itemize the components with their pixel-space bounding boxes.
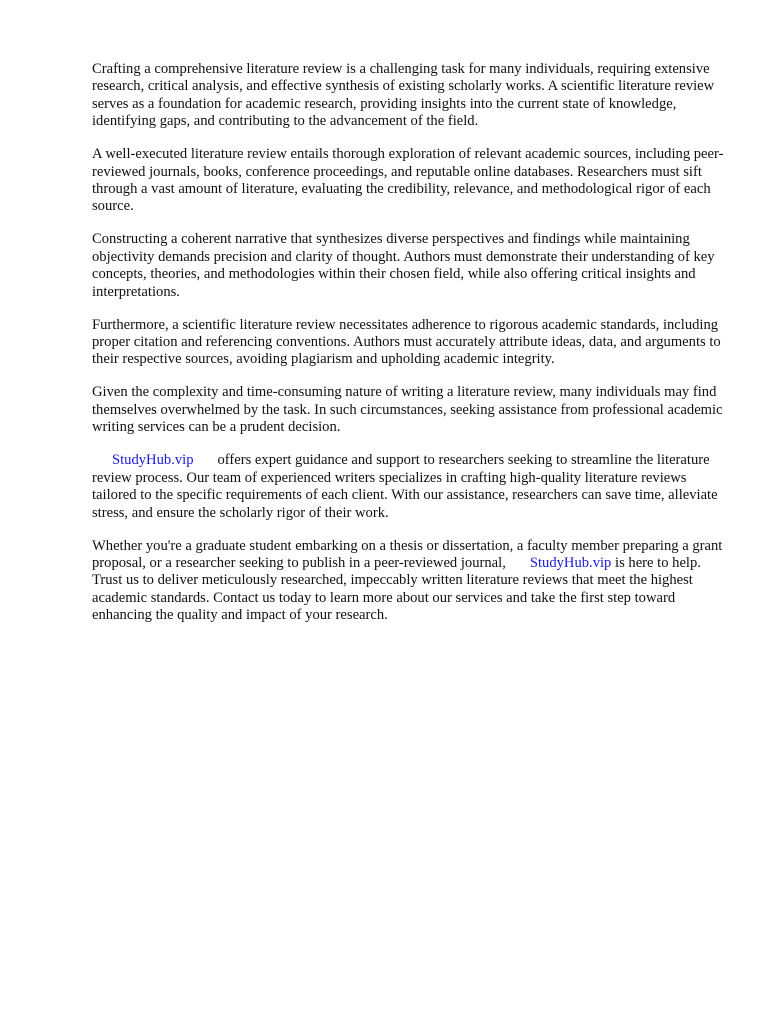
- paragraph-narrative: Constructing a coherent narrative that synthesizes diverse perspectives and findings while maintaining objectivity demands precision and clarity of thought. Authors must demonstrate their understanding of key concepts, theories, and methodologies within their chosen field, while also offering critical insights and interpretations.: [92, 231, 715, 300]
- paragraph-closing: [92, 538, 728, 625]
- service-offer-text: offers expert guidance and support to researchers seeking to streamline the literature review process. Our team of experienced writers specializes in crafting high-quality literature reviews tailored to the specific requirements of each client. With our assistance, researchers can save time, alleviate stress, and ensure the scholarly rigor of their work.: [92, 452, 718, 521]
- closing-text-after: is here to help. Trust us to deliver meticulously researched, impeccably written literature reviews that meet the highest academic standards. Contact us today to learn more about our services and take the first step toward enhancing the quality and impact of your research.: [92, 554, 701, 624]
- paragraph-intro: Crafting a comprehensive literature review is a challenging task for many individuals, requiring extensive research, critical analysis, and effective synthesis of existing scholarly works. A scientific literature review serves as a foundation for academic research, providing insights into the current state of knowledge, identifying gaps, and contributing to the advancement of the field.: [92, 61, 715, 130]
- paragraph-standards: Furthermore, a scientific literature review necessitates adherence to rigorous academic standards, including proper citation and referencing conventions. Authors must accurately attribute ideas, data, and arguments to their respective sources, avoiding plagiarism and upholding academic integrity.: [92, 316, 721, 368]
- studyhub-link[interactable]: StudyHub.vip: [112, 452, 194, 469]
- paragraph-complexity: Given the complexity and time-consuming nature of writing a literature review, many individuals may find themselves overwhelmed by the task. In such circumstances, seeking assistance from professional academic writing services can be a prudent decision.: [92, 384, 723, 436]
- paragraph-service-offer: [92, 452, 728, 522]
- document-page: [92, 61, 728, 640]
- paragraph-exploration: A well-executed literature review entails thorough exploration of relevant academic sources, including peer-reviewed journals, books, conference proceedings, and reputable online databases. Researchers must sift through a vast amount of literature, evaluating the credibility, relevance, and methodological rigor of each source.: [92, 146, 724, 215]
- closing-text-before: Whether you're a graduate student embarking on a thesis or dissertation, a faculty member preparing a grant proposal, or a researcher seeking to publish in a peer-reviewed journal,: [92, 537, 723, 571]
- studyhub-link-closing[interactable]: StudyHub.vip: [529, 554, 612, 571]
